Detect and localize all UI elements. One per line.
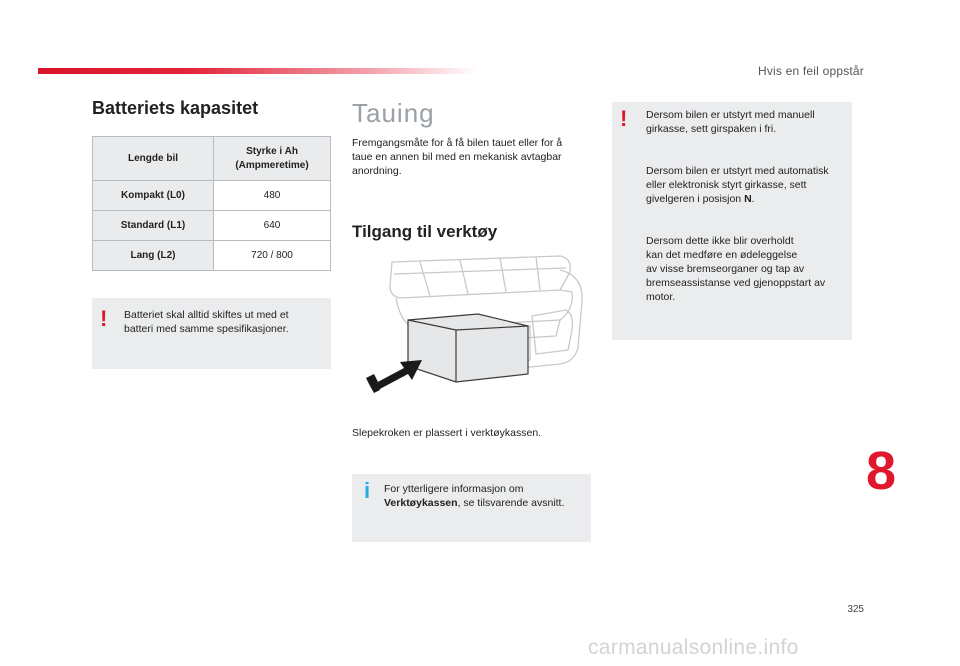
towing-intro xyxy=(352,136,588,178)
table-row-value: 640 xyxy=(214,211,331,241)
gear-warning-p3-line3: av visse bremseorganer og tap av xyxy=(646,263,805,275)
battery-warning-line2: batteri med samme spesifikasjoner. xyxy=(124,323,289,335)
toolbox-info-line1: For ytterligere informasjon om xyxy=(384,483,524,495)
seat-toolbox-illustration xyxy=(360,250,590,400)
gear-warning-p1-line2: girkasse, sett girspaken i fri. xyxy=(646,123,777,135)
gear-warning-p1-line1: Dersom bilen er utstyrt med manuell xyxy=(646,109,815,121)
gear-warning-p3-line4: bremseassistanse ved gjenoppstart av xyxy=(646,277,826,289)
tow-hook-location: Slepekroken er plassert i verktøykassen. xyxy=(352,427,542,439)
battery-section-title: Batteriets kapasitet xyxy=(92,98,259,118)
table-header-capacity xyxy=(214,137,331,181)
toolbox-info-rest: , se tilsvarende avsnitt. xyxy=(457,497,565,509)
gear-warning-p2-post: . xyxy=(751,193,755,205)
table-row-label: Lang (L2) xyxy=(93,241,214,271)
toolbox-link-text: Verktøykassen xyxy=(384,497,458,509)
capacity-header-line2: (Ampmeretime) xyxy=(235,159,309,171)
header-accent-bar xyxy=(38,68,478,74)
battery-warning-box xyxy=(92,298,331,369)
table-header-row xyxy=(93,137,331,181)
table-row xyxy=(93,181,331,211)
battery-warning-text xyxy=(124,308,324,336)
gear-warning-p3-line2: kan det medføre en ødeleggelse xyxy=(646,249,798,261)
gear-warning-p3-line5: motor. xyxy=(646,291,676,303)
towing-intro-line3: anordning. xyxy=(352,165,402,177)
table-row-label: Standard (L1) xyxy=(93,211,214,241)
warning-icon: ! xyxy=(100,306,108,331)
battery-warning-line1: Batteriet skal alltid skiftes ut med et xyxy=(124,309,289,321)
gear-warning-p3-line1: Dersom dette ikke blir overholdt xyxy=(646,235,794,247)
gear-warning-p2-line1: Dersom bilen er utstyrt med automatisk xyxy=(646,165,829,177)
info-icon: i xyxy=(364,478,371,503)
gear-warning-p2-line2: eller elektronisk styrt girkasse, sett xyxy=(646,179,807,191)
table-row xyxy=(93,211,331,241)
towing-intro-line2: taue en annen bil med en mekanisk avtagbar xyxy=(352,151,562,163)
page-number: 325 xyxy=(847,604,864,615)
toolbox-info-text xyxy=(384,482,584,510)
chapter-title: Hvis en feil oppstår xyxy=(757,64,864,78)
gear-warning-p2-line3 xyxy=(646,192,850,206)
gear-warning-box xyxy=(612,102,852,340)
gear-position-n: N xyxy=(744,193,752,205)
toolbox-info-box xyxy=(352,474,591,542)
table-row-label: Kompakt (L0) xyxy=(93,181,214,211)
gear-warning-p2-pre: givelgeren i posisjon xyxy=(646,193,745,205)
gear-warning-text xyxy=(646,108,850,304)
tools-section-title: Tilgang til verktøy xyxy=(352,222,498,241)
table-row-value: 720 / 800 xyxy=(214,241,331,271)
toolbox-info-line2 xyxy=(384,496,584,510)
chapter-number: 8 xyxy=(866,441,897,501)
warning-icon: ! xyxy=(620,106,628,131)
footer-watermark: carmanualsonline.info xyxy=(588,636,799,659)
table-header-length: Lengde bil xyxy=(93,137,214,181)
towing-section-title: Tauing xyxy=(352,98,435,128)
table-row-value: 480 xyxy=(214,181,331,211)
battery-capacity-table xyxy=(92,136,331,271)
table-row xyxy=(93,241,331,271)
towing-intro-line1: Fremgangsmåte for å få bilen tauet eller for å xyxy=(352,137,563,149)
capacity-header-line1: Styrke i Ah xyxy=(246,145,298,157)
